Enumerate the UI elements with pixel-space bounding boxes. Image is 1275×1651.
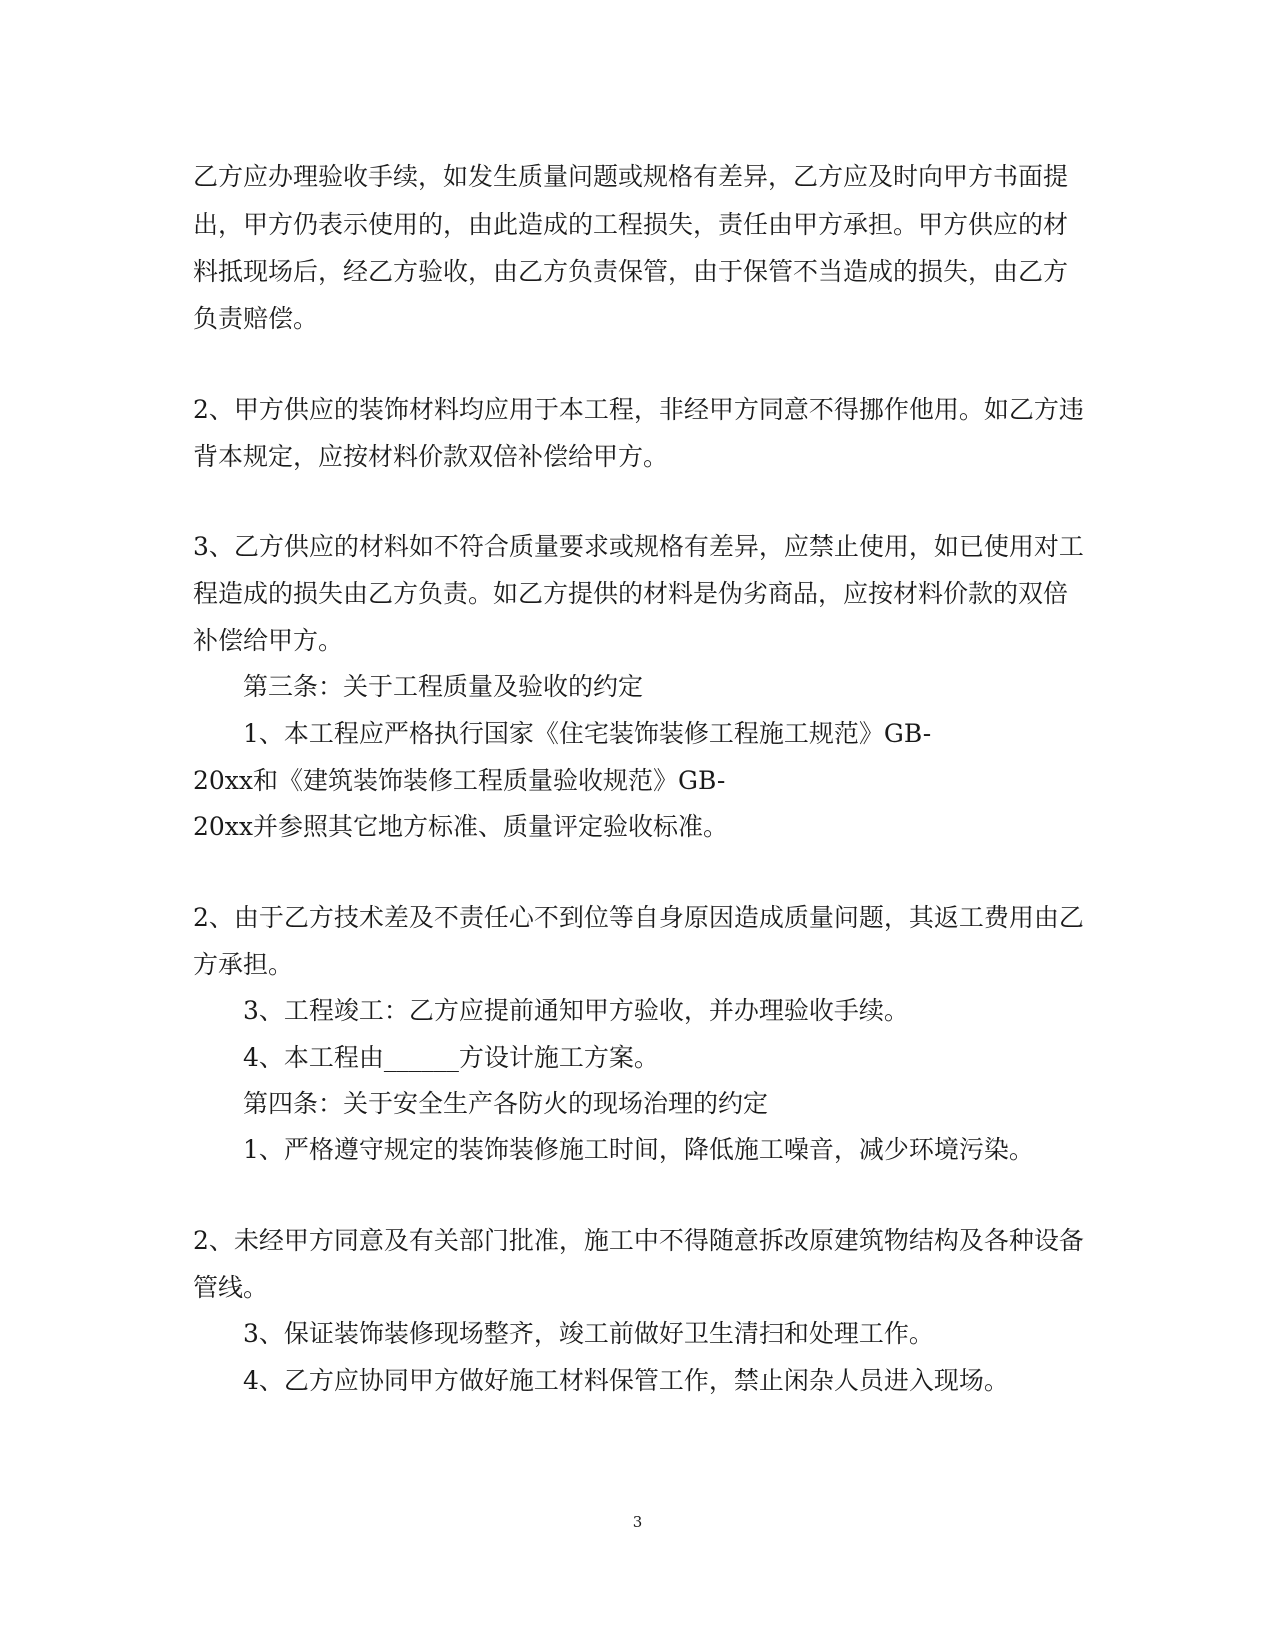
paragraph-line: 2、由于乙方技术差及不责任心不到位等自身原因造成质量问题，其返工费用由乙 [193,903,1084,932]
paragraph-line: 乙方应办理验收手续，如发生质量问题或规格有差异，乙方应及时向甲方书面提 [193,162,1069,191]
paragraph-line: 管线。 [193,1273,269,1302]
paragraph-line: 2、甲方供应的装饰材料均应用于本工程，非经甲方同意不得挪作他用。如乙方违 [193,395,1084,424]
paragraph-line: 背本规定，应按材料价款双倍补偿给甲方。 [193,442,669,471]
paragraph-line: 方承担。 [193,950,294,979]
paragraph-line: 20xx并参照其它地方标准、质量评定验收标准。 [193,812,729,841]
paragraph-line: 4、本工程由______方设计施工方案。 [243,1043,659,1072]
paragraph-line: 负责赔偿。 [193,304,319,333]
paragraph-line: 4、乙方应协同甲方做好施工材料保管工作，禁止闲杂人员进入现场。 [243,1366,1009,1395]
paragraph-line: 3、乙方供应的材料如不符合质量要求或规格有差异，应禁止使用，如已使用对工 [193,532,1084,561]
paragraph-line: 3、工程竣工：乙方应提前通知甲方验收，并办理验收手续。 [243,996,909,1025]
paragraph-line: 1、严格遵守规定的装饰装修施工时间，降低施工噪音，减少环境污染。 [243,1135,1034,1164]
paragraph-line: 20xx和《建筑装饰装修工程质量验收规范》GB- [193,766,726,795]
section-heading: 第三条：关于工程质量及验收的约定 [243,672,644,701]
section-heading: 第四条：关于安全生产各防火的现场治理的约定 [243,1089,769,1118]
paragraph-line: 3、保证装饰装修现场整齐，竣工前做好卫生清扫和处理工作。 [243,1319,934,1348]
paragraph-line: 1、本工程应严格执行国家《住宅装饰装修工程施工规范》GB- [243,719,932,748]
paragraph-line: 出，甲方仍表示使用的，由此造成的工程损失，责任由甲方承担。甲方供应的材 [193,210,1069,239]
paragraph-line: 2、未经甲方同意及有关部门批准，施工中不得随意拆改原建筑物结构及各种设备 [193,1226,1084,1255]
paragraph-line: 料抵现场后，经乙方验收，由乙方负责保管，由于保管不当造成的损失，由乙方 [193,257,1069,286]
page-number: 3 [632,1513,643,1531]
paragraph-line: 程造成的损失由乙方负责。如乙方提供的材料是伪劣商品，应按材料价款的双倍 [193,579,1069,608]
paragraph-line: 补偿给甲方。 [193,626,344,655]
